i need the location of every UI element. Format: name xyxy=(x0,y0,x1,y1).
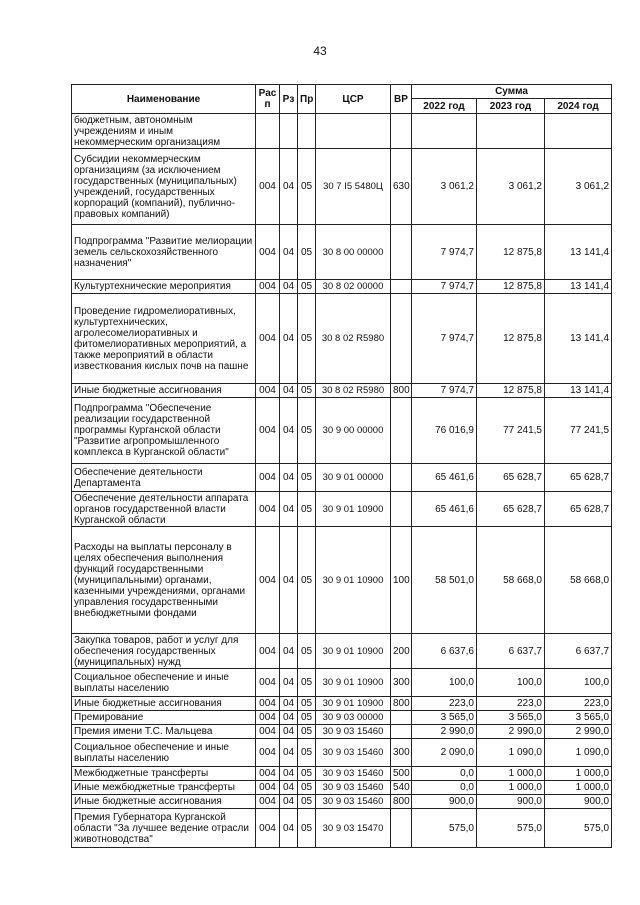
cell-ras xyxy=(256,114,280,149)
cell-csr: 30 9 00 00000 xyxy=(316,398,391,464)
cell-csr: 30 9 01 10900 xyxy=(316,527,391,634)
cell-csr: 30 8 02 R5980 xyxy=(316,384,391,398)
cell-name: Премия Губернатора Курганской области "За лучшее ведение отрасли животноводства" xyxy=(72,809,256,848)
table-row xyxy=(72,398,612,464)
cell-pr: 05 xyxy=(298,711,316,725)
cell-y2022 xyxy=(412,114,477,149)
cell-y2023: 12 875,8 xyxy=(477,225,545,280)
cell-ras: 004 xyxy=(256,795,280,809)
cell-vr: 200 xyxy=(391,634,412,669)
cell-y2022: 76 016,9 xyxy=(412,398,477,464)
cell-pr: 05 xyxy=(298,280,316,294)
cell-pr: 05 xyxy=(298,809,316,848)
cell-pr: 05 xyxy=(298,767,316,781)
cell-vr xyxy=(391,809,412,848)
cell-ras: 004 xyxy=(256,527,280,634)
cell-csr: 30 9 01 00000 xyxy=(316,464,391,492)
cell-rz: 04 xyxy=(280,795,298,809)
cell-pr: 05 xyxy=(298,225,316,280)
page-number: 43 xyxy=(313,44,327,58)
cell-y2022: 0,0 xyxy=(412,767,477,781)
cell-y2024: 223,0 xyxy=(545,697,612,711)
cell-vr xyxy=(391,711,412,725)
cell-rz: 04 xyxy=(280,527,298,634)
cell-rz xyxy=(280,114,298,149)
cell-y2023: 223,0 xyxy=(477,697,545,711)
cell-y2024: 13 141,4 xyxy=(545,280,612,294)
cell-name: Обеспечение деятельности аппарата органов государственной власти Курганской области xyxy=(72,492,256,527)
cell-y2022: 7 974,7 xyxy=(412,384,477,398)
table-row xyxy=(72,634,612,669)
cell-csr: 30 9 01 10900 xyxy=(316,634,391,669)
cell-y2022: 58 501,0 xyxy=(412,527,477,634)
cell-y2023: 1 000,0 xyxy=(477,767,545,781)
table-row xyxy=(72,809,612,848)
cell-y2022: 7 974,7 xyxy=(412,225,477,280)
cell-y2022: 100,0 xyxy=(412,669,477,697)
cell-csr: 30 9 03 00000 xyxy=(316,711,391,725)
cell-rz: 04 xyxy=(280,634,298,669)
cell-y2024: 13 141,4 xyxy=(545,225,612,280)
table-row xyxy=(72,697,612,711)
cell-name: Иные бюджетные ассигнования xyxy=(72,697,256,711)
cell-y2023: 12 875,8 xyxy=(477,384,545,398)
table-row xyxy=(72,114,612,149)
cell-y2023: 65 628,7 xyxy=(477,464,545,492)
col-header-2022: 2022 год xyxy=(412,99,477,114)
cell-pr: 05 xyxy=(298,149,316,225)
table-row xyxy=(72,739,612,767)
cell-ras: 004 xyxy=(256,767,280,781)
cell-csr: 30 9 03 15460 xyxy=(316,781,391,795)
col-header-vr: ВР xyxy=(391,85,412,114)
cell-vr xyxy=(391,725,412,739)
cell-name: Культуртехнические мероприятия xyxy=(72,280,256,294)
cell-y2024: 13 141,4 xyxy=(545,384,612,398)
cell-vr: 800 xyxy=(391,384,412,398)
table-row xyxy=(72,527,612,634)
cell-y2024: 77 241,5 xyxy=(545,398,612,464)
cell-ras: 004 xyxy=(256,809,280,848)
cell-y2024: 1 000,0 xyxy=(545,781,612,795)
table-row xyxy=(72,795,612,809)
cell-y2023: 100,0 xyxy=(477,669,545,697)
cell-y2023: 2 990,0 xyxy=(477,725,545,739)
col-header-csr: ЦСР xyxy=(316,85,391,114)
cell-vr xyxy=(391,114,412,149)
cell-rz: 04 xyxy=(280,711,298,725)
cell-y2023: 575,0 xyxy=(477,809,545,848)
col-header-sum: Сумма xyxy=(412,85,612,99)
cell-name: Обеспечение деятельности Департамента xyxy=(72,464,256,492)
cell-y2023: 3 565,0 xyxy=(477,711,545,725)
cell-y2022: 65 461,6 xyxy=(412,492,477,527)
cell-rz: 04 xyxy=(280,809,298,848)
col-header-2024: 2024 год xyxy=(545,99,612,114)
cell-pr: 05 xyxy=(298,725,316,739)
cell-y2022: 2 990,0 xyxy=(412,725,477,739)
cell-name: Расходы на выплаты персоналу в целях обеспечения выполнения функций государственными (муниципальными) органами, казенными учреждениями, органами управления государственными внебюджетными фондами xyxy=(72,527,256,634)
col-header-rz: Рз xyxy=(280,85,298,114)
cell-vr: 540 xyxy=(391,781,412,795)
cell-ras: 004 xyxy=(256,464,280,492)
cell-ras: 004 xyxy=(256,384,280,398)
cell-vr: 800 xyxy=(391,697,412,711)
table-row xyxy=(72,725,612,739)
cell-ras: 004 xyxy=(256,225,280,280)
cell-pr: 05 xyxy=(298,669,316,697)
cell-rz: 04 xyxy=(280,149,298,225)
cell-y2023: 77 241,5 xyxy=(477,398,545,464)
cell-y2023: 3 061,2 xyxy=(477,149,545,225)
cell-vr: 500 xyxy=(391,767,412,781)
table-row xyxy=(72,225,612,280)
cell-y2022: 0,0 xyxy=(412,781,477,795)
cell-pr: 05 xyxy=(298,492,316,527)
cell-csr xyxy=(316,114,391,149)
cell-rz: 04 xyxy=(280,492,298,527)
cell-name: Субсидии некоммерческим организациям (за исключением государственных (муниципальных) учреждений, государственных корпораций (компаний), публично-правовых компаний) xyxy=(72,149,256,225)
cell-pr: 05 xyxy=(298,384,316,398)
cell-pr: 05 xyxy=(298,781,316,795)
cell-vr xyxy=(391,280,412,294)
cell-vr xyxy=(391,294,412,384)
cell-y2023: 6 637,7 xyxy=(477,634,545,669)
cell-y2023: 900,0 xyxy=(477,795,545,809)
cell-name: Закупка товаров, работ и услуг для обеспечения государственных (муниципальных) нужд xyxy=(72,634,256,669)
cell-csr: 30 9 03 15460 xyxy=(316,739,391,767)
cell-ras: 004 xyxy=(256,725,280,739)
cell-vr xyxy=(391,492,412,527)
cell-rz: 04 xyxy=(280,294,298,384)
cell-pr: 05 xyxy=(298,527,316,634)
table-row xyxy=(72,781,612,795)
cell-vr: 300 xyxy=(391,669,412,697)
cell-vr: 630 xyxy=(391,149,412,225)
cell-csr: 30 7 I5 5480Ц xyxy=(316,149,391,225)
cell-name: Премия имени Т.С. Мальцева xyxy=(72,725,256,739)
cell-ras: 004 xyxy=(256,294,280,384)
cell-csr: 30 9 03 15460 xyxy=(316,795,391,809)
cell-y2023: 12 875,8 xyxy=(477,280,545,294)
table-row xyxy=(72,149,612,225)
cell-name: Иные межбюджетные трансферты xyxy=(72,781,256,795)
cell-ras: 004 xyxy=(256,669,280,697)
cell-y2024: 6 637,7 xyxy=(545,634,612,669)
cell-rz: 04 xyxy=(280,781,298,795)
cell-y2022: 900,0 xyxy=(412,795,477,809)
cell-y2023: 12 875,8 xyxy=(477,294,545,384)
cell-y2022: 575,0 xyxy=(412,809,477,848)
cell-vr xyxy=(391,398,412,464)
cell-y2024: 575,0 xyxy=(545,809,612,848)
cell-vr: 800 xyxy=(391,795,412,809)
cell-csr: 30 9 03 15460 xyxy=(316,725,391,739)
cell-ras: 004 xyxy=(256,492,280,527)
cell-name: Иные бюджетные ассигнования xyxy=(72,384,256,398)
cell-vr: 300 xyxy=(391,739,412,767)
cell-y2024: 3 565,0 xyxy=(545,711,612,725)
cell-y2022: 7 974,7 xyxy=(412,280,477,294)
cell-csr: 30 9 01 10900 xyxy=(316,669,391,697)
cell-rz: 04 xyxy=(280,280,298,294)
table-row xyxy=(72,384,612,398)
cell-vr xyxy=(391,225,412,280)
cell-rz: 04 xyxy=(280,767,298,781)
cell-pr: 05 xyxy=(298,398,316,464)
cell-pr: 05 xyxy=(298,795,316,809)
cell-ras: 004 xyxy=(256,634,280,669)
cell-y2024 xyxy=(545,114,612,149)
cell-pr: 05 xyxy=(298,739,316,767)
table-row xyxy=(72,669,612,697)
cell-y2023: 1 090,0 xyxy=(477,739,545,767)
col-header-ras: Рас п xyxy=(256,85,280,114)
cell-ras: 004 xyxy=(256,398,280,464)
cell-name: Иные бюджетные ассигнования xyxy=(72,795,256,809)
table-row xyxy=(72,492,612,527)
cell-csr: 30 8 00 00000 xyxy=(316,225,391,280)
cell-y2024: 2 990,0 xyxy=(545,725,612,739)
cell-y2022: 2 090,0 xyxy=(412,739,477,767)
cell-y2023 xyxy=(477,114,545,149)
table-body xyxy=(72,114,612,848)
cell-name: Межбюджетные трансферты xyxy=(72,767,256,781)
cell-ras: 004 xyxy=(256,711,280,725)
col-header-2023: 2023 год xyxy=(477,99,545,114)
cell-pr: 05 xyxy=(298,697,316,711)
cell-csr: 30 9 01 10900 xyxy=(316,697,391,711)
cell-y2024: 100,0 xyxy=(545,669,612,697)
cell-y2024: 58 668,0 xyxy=(545,527,612,634)
cell-y2024: 1 090,0 xyxy=(545,739,612,767)
cell-ras: 004 xyxy=(256,739,280,767)
cell-ras: 004 xyxy=(256,697,280,711)
cell-y2024: 13 141,4 xyxy=(545,294,612,384)
cell-name: Социальное обеспечение и иные выплаты населению xyxy=(72,669,256,697)
cell-y2023: 1 000,0 xyxy=(477,781,545,795)
cell-y2024: 3 061,2 xyxy=(545,149,612,225)
cell-name: Социальное обеспечение и иные выплаты населению xyxy=(72,739,256,767)
cell-y2022: 65 461,6 xyxy=(412,464,477,492)
cell-name: Премирование xyxy=(72,711,256,725)
table-row xyxy=(72,280,612,294)
cell-y2023: 65 628,7 xyxy=(477,492,545,527)
cell-rz: 04 xyxy=(280,697,298,711)
cell-rz: 04 xyxy=(280,225,298,280)
cell-rz: 04 xyxy=(280,398,298,464)
cell-pr: 05 xyxy=(298,294,316,384)
cell-y2024: 1 000,0 xyxy=(545,767,612,781)
cell-vr xyxy=(391,464,412,492)
cell-vr: 100 xyxy=(391,527,412,634)
table-row xyxy=(72,464,612,492)
budget-table xyxy=(71,84,612,848)
cell-y2022: 3 061,2 xyxy=(412,149,477,225)
table-row xyxy=(72,767,612,781)
cell-y2022: 223,0 xyxy=(412,697,477,711)
cell-csr: 30 8 02 00000 xyxy=(316,280,391,294)
cell-y2024: 900,0 xyxy=(545,795,612,809)
cell-rz: 04 xyxy=(280,669,298,697)
cell-y2023: 58 668,0 xyxy=(477,527,545,634)
cell-csr: 30 9 03 15470 xyxy=(316,809,391,848)
cell-ras: 004 xyxy=(256,149,280,225)
cell-name: Проведение гидромелиоративных, культуртехнических, агролесомелиоративных и фитомелиоративных мероприятий, а также мероприятий в области известкования кислых почв на пашне xyxy=(72,294,256,384)
cell-ras: 004 xyxy=(256,781,280,795)
col-header-pr: Пр xyxy=(298,85,316,114)
header-row-top xyxy=(72,85,612,99)
cell-pr: 05 xyxy=(298,464,316,492)
cell-csr: 30 9 03 15460 xyxy=(316,767,391,781)
cell-y2022: 7 974,7 xyxy=(412,294,477,384)
cell-pr xyxy=(298,114,316,149)
cell-y2024: 65 628,7 xyxy=(545,464,612,492)
cell-rz: 04 xyxy=(280,384,298,398)
cell-ras: 004 xyxy=(256,280,280,294)
cell-rz: 04 xyxy=(280,725,298,739)
table-row xyxy=(72,711,612,725)
cell-pr: 05 xyxy=(298,634,316,669)
cell-name: Подпрограмма "Обеспечение реализации государственной программы Курганской области "Развитие агропромышленного комплекса в Курганской области" xyxy=(72,398,256,464)
cell-y2024: 65 628,7 xyxy=(545,492,612,527)
col-header-name: Наименование xyxy=(72,85,256,114)
cell-rz: 04 xyxy=(280,739,298,767)
cell-name: бюджетным, автономным учреждениям и иным некоммерческим организациям xyxy=(72,114,256,149)
cell-y2022: 3 565,0 xyxy=(412,711,477,725)
cell-y2022: 6 637,6 xyxy=(412,634,477,669)
table-row xyxy=(72,294,612,384)
cell-name: Подпрограмма "Развитие мелиорации земель сельскохозяйственного назначения" xyxy=(72,225,256,280)
cell-rz: 04 xyxy=(280,464,298,492)
cell-csr: 30 9 01 10900 xyxy=(316,492,391,527)
cell-csr: 30 8 02 R5980 xyxy=(316,294,391,384)
